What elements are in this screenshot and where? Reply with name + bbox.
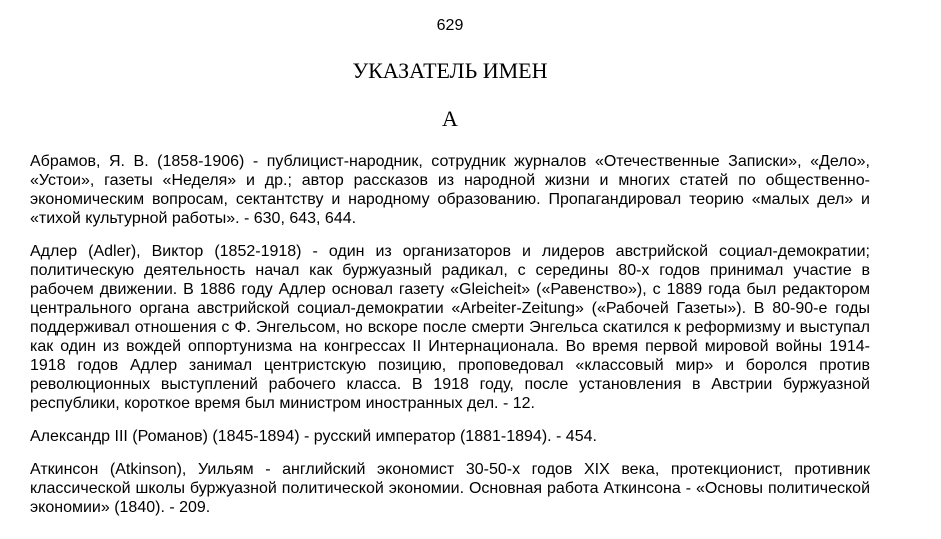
section-letter: А (442, 106, 458, 131)
name-index-entries (30, 152, 870, 531)
page-title: УКАЗАТЕЛЬ ИМЕН (352, 58, 548, 83)
index-entry-atkinson: Аткинсон (Atkinson), Уильям - английский экономист 30-50-х годов XIX века, протекционист, противник классической школы буржуазной политической экономии. Основная работа Аткинсона - «Основы политической экономии» (1840). - 209. (30, 461, 870, 516)
page-number: 629 (436, 17, 464, 34)
index-entry-alexander-iii: Александр III (Романов) (1845-1894) - русский император (1881-1894). - 454. (30, 428, 597, 445)
index-entry-adler: Адлер (Adler), Виктор (1852-1918) - один из организаторов и лидеров австрийской социал-демократии; политическую деятельность начал как буржуазный радикал, с середины 80-х годов принимал участие в рабочем движении. В 1886 году Адлер основал газету «Gleicheit» («Равенство»), с 1889 года был редактором центрального органа австрийской социал-демократии «Arbeiter-Zeitung» («Рабочей Газеты»). В 80-90-е годы поддерживал отношения с Ф. Энгельсом, но вскоре после смерти Энгельса скатился к реформизму и выступал как один из вождей оппортунизма на конгрессах II Интернационала. Во время первой мировой войны 1914-1918 годов Адлер занимал центристскую позицию, проповедовал «классовый мир» и боролся против революционных выступлений рабочего класса. В 1918 году, после установления в Австрии буржуазной республики, короткое время был министром иностранных дел. - 12. (30, 243, 870, 412)
index-entry-abramov: Абрамов, Я. В. (1858-1906) - публицист-народник, сотрудник журналов «Отечественные Записки», «Дело», «Устои», газеты «Неделя» и др.; автор рассказов из народной жизни и многих статей по общественно-экономическим вопросам, сектантству и народному образованию. Пропагандировал теорию «малых дел» и «тихой культурной работы». - 630, 643, 644. (30, 153, 870, 227)
